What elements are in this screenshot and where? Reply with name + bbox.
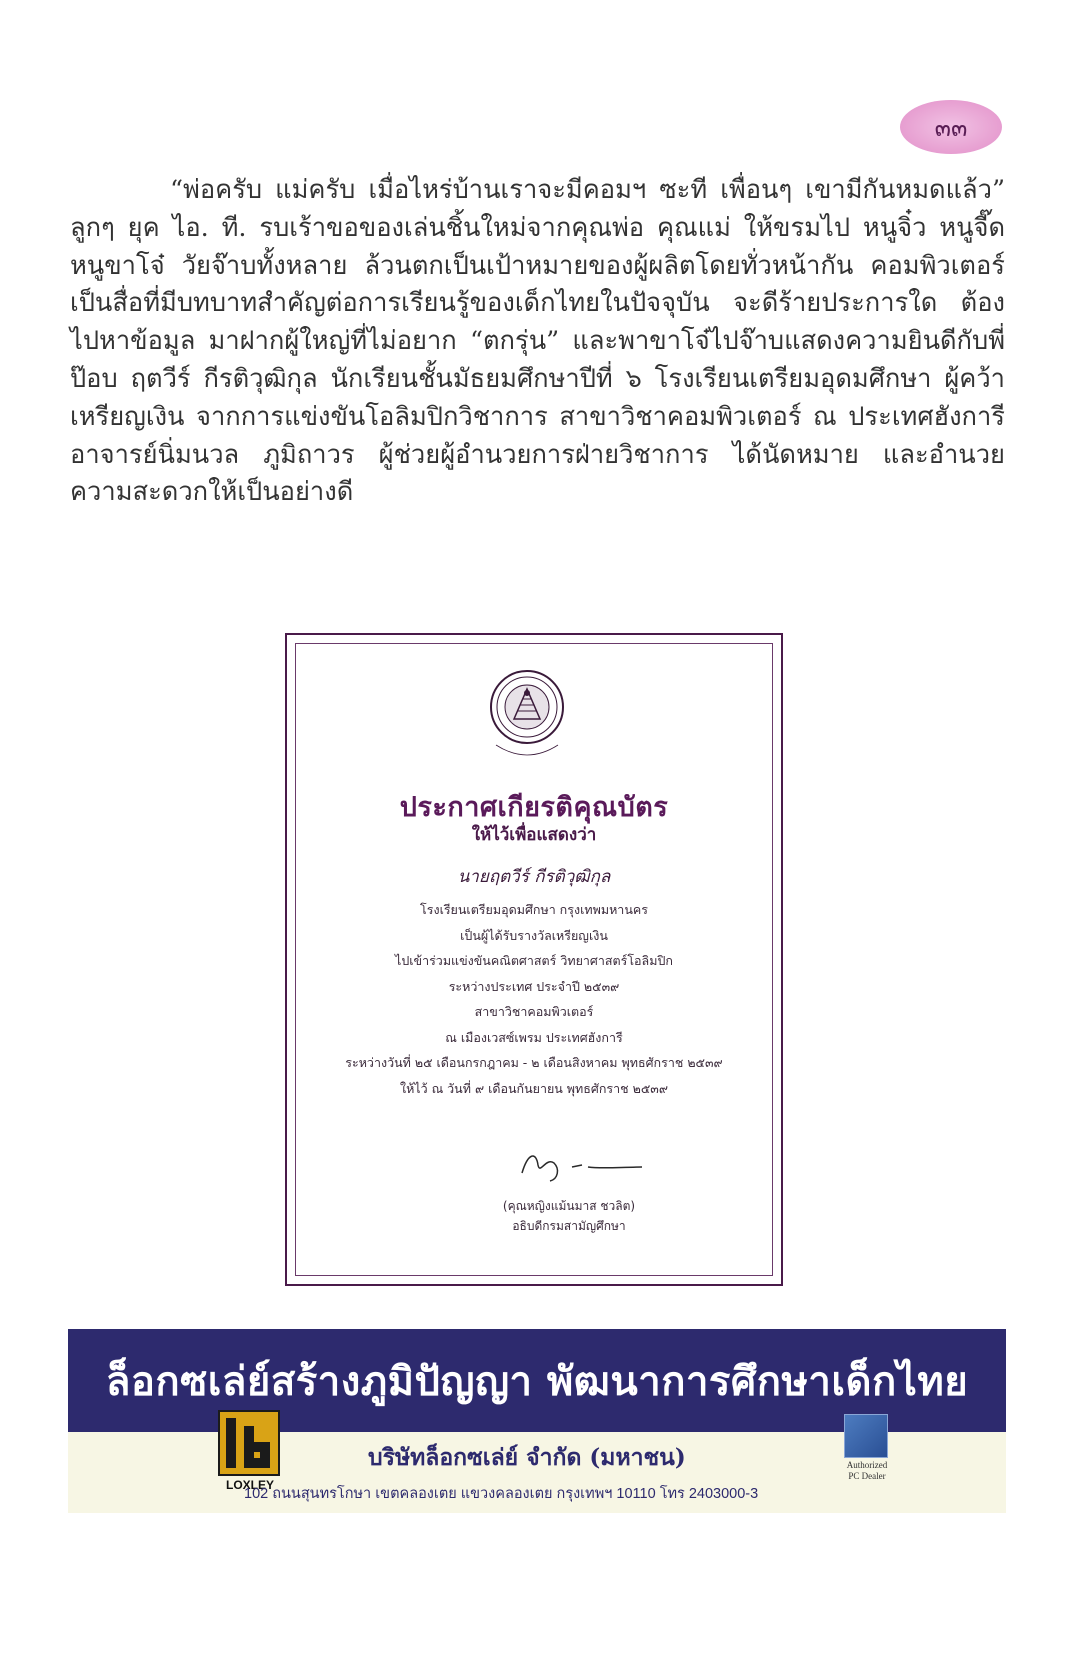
dealer-caption (830, 1460, 904, 1482)
logo-wordmark: LOXLEY (225, 1478, 274, 1492)
certificate-line: ระหว่างประเทศ ประจำปี ๒๕๓๙ (448, 978, 620, 994)
body-line: ป๊อบ ฤตวีร์ กีรติวุฒิกุล นักเรียนชั้นมัธยมศึกษาปีที่ ๖ โรงเรียนเตรียมอุดมศึกษา ผู้คว้า (70, 363, 1005, 394)
certificate-details (287, 897, 781, 1101)
body-line: หนูขาโจ๋ วัยจ๊าบทั้งหลาย ล้วนตกเป็นเป้าหมายของผู้ผลิตโดยทั่วหน้ากัน คอมพิวเตอร์ (70, 250, 1005, 281)
certificate-line: ณ เมืองเวสซ์เพรม ประเทศฮังการี (445, 1029, 623, 1045)
certificate-line: โรงเรียนเตรียมอุดมศึกษา กรุงเทพมหานคร (420, 902, 648, 917)
seal-emblem-icon (484, 667, 570, 767)
certificate-recipient-name: นายฤตวีร์ กีรติวุฒิกุล (457, 867, 611, 887)
dealer-caption-line: PC Dealer (848, 1471, 886, 1481)
loxley-advertisement-banner (68, 1329, 1006, 1513)
dealer-caption-line: Authorized (846, 1460, 888, 1470)
page-number-badge (900, 100, 1002, 154)
certificate-line: สาขาวิชาคอมพิวเตอร์ (474, 1004, 594, 1019)
body-line: ลูกๆ ยุค ไอ. ที. รบเร้าขอของเล่นชิ้นใหม่จากคุณพ่อ คุณแม่ ให้ขรมไป หนูจิ๋ว หนูจี๊ด (70, 212, 1005, 243)
article-body (70, 172, 1005, 512)
authorized-dealer-logo-icon (844, 1414, 888, 1458)
certificate-line: เป็นผู้ได้รับรางวัลเหรียญเงิน (460, 927, 608, 943)
company-address: 102 ถนนสุนทรโกษา เขตคลองเตย แขวงคลองเตย กรุงเทพฯ 10110 โทร 2403000-3 (244, 1486, 759, 1502)
body-line: เหรียญเงิน จากการแข่งขันโอลิมปิกวิชาการ สาขาวิชาคอมพิวเตอร์ ณ ประเทศฮังการี (70, 401, 1005, 432)
body-line: “พ่อครับ แม่ครับ เมื่อไหร่บ้านเราจะมีคอมฯ ซะที เพื่อนๆ เขามีกันหมดแล้ว” (170, 175, 1005, 205)
body-line: ไปหาข้อมูล มาฝากผู้ใหญ่ที่ไม่อยาก “ตกรุ่น” และพาขาโจ๋ไปจ๊าบแสดงความยินดีกับพี่ (70, 326, 1005, 357)
signer-title: อธิบดีกรมสามัญศึกษา (512, 1219, 626, 1233)
signer-name: (คุณหญิงแม้นมาส ชวลิต) (502, 1199, 636, 1213)
certificate-subtitle: ให้ไว้เพื่อแสดงว่า (471, 825, 597, 845)
certificate-title: ประกาศเกียรติคุณบัตร (399, 792, 669, 823)
loxley-logo-icon (218, 1410, 280, 1476)
certificate (285, 633, 783, 1286)
certificate-line: ไปเข้าร่วมแข่งขันคณิตศาสตร์ วิทยาศาสตร์โอลิมปิก (395, 953, 673, 968)
certificate-line: ระหว่างวันที่ ๒๕ เดือนกรกฎาคม - ๒ เดือนสิงหาคม พุทธศักราช ๒๕๓๙ (345, 1055, 723, 1070)
body-line: อาจารย์นิ่มนวล ภูมิถาวร ผู้ช่วยผู้อำนวยการฝ่ายวิชาการ ได้นัดหมาย และอำนวย (70, 439, 1005, 470)
body-line: เป็นสื่อที่มีบทบาทสำคัญต่อการเรียนรู้ของเด็กไทยในปัจจุบัน จะดีร้ายประการใด ต้อง (70, 288, 1005, 319)
banner-headline: ล็อกซเล่ย์สร้างภูมิปัญญา พัฒนาการศึกษาเด็กไทย (105, 1359, 969, 1405)
page-number: ๓๓ (934, 113, 968, 142)
company-name: บริษัทล็อกซเล่ย์ จำกัด (มหาชน) (368, 1444, 686, 1471)
signature-icon (502, 1145, 662, 1185)
body-line: ความสะดวกให้เป็นอย่างดี (70, 477, 354, 508)
certificate-line: ให้ไว้ ณ วันที่ ๙ เดือนกันยายน พุทธศักราช ๒๕๓๙ (399, 1080, 669, 1096)
